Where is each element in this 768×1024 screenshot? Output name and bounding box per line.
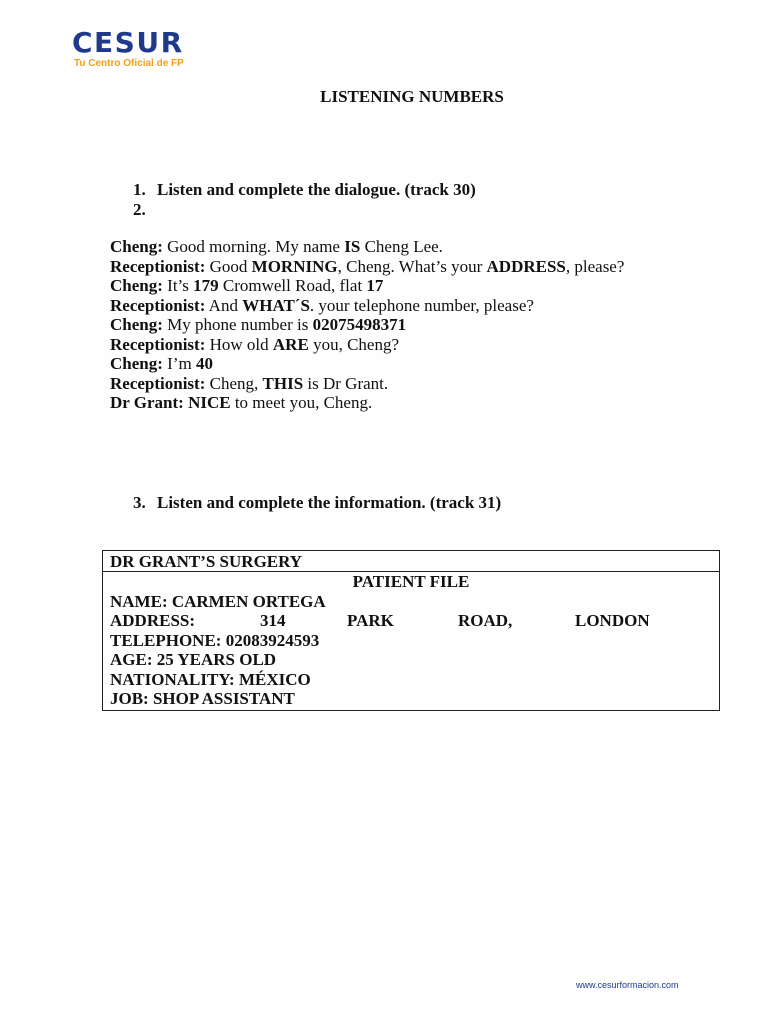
- dialogue-line: [110, 276, 624, 296]
- answer-text: 02075498371: [312, 315, 407, 334]
- dialogue-text: It’s: [162, 276, 194, 295]
- speaker-label: Cheng:: [110, 315, 163, 334]
- dialogue-text: is Dr Grant.: [303, 373, 389, 393]
- page-title: LISTENING NUMBERS: [320, 87, 504, 106]
- dialogue-text: How old: [205, 334, 273, 354]
- address-number: 314: [260, 611, 286, 630]
- question-text: Listen and complete the dialogue. (track 30): [157, 180, 476, 199]
- dialogue-text: . your telephone number, please?: [309, 295, 534, 315]
- dialogue-text: Cheng,: [205, 373, 263, 393]
- dialogue-text: I’m: [162, 354, 196, 373]
- question-3: [133, 493, 501, 513]
- answer-text: THIS: [262, 373, 304, 393]
- logo-tagline: Tu Centro Oficial de FP: [74, 58, 184, 69]
- dialogue-text: you, Cheng?: [308, 334, 399, 354]
- patient-file-heading: PATIENT FILE: [352, 572, 470, 591]
- patient-info-table: [102, 550, 720, 711]
- dialogue-line: [110, 237, 624, 257]
- footer-website: www.cesurformacion.com: [576, 980, 679, 990]
- patient-nationality: NATIONALITY: MÉXICO: [110, 669, 311, 689]
- address-city: LONDON: [575, 611, 650, 630]
- dialogue-line: [110, 315, 624, 335]
- question-text: Listen and complete the information. (track 31): [157, 493, 502, 512]
- speaker-label: Dr Grant:: [110, 393, 184, 412]
- answer-text: 40: [195, 354, 213, 373]
- question-number: 2.: [133, 200, 146, 219]
- logo-wordmark: CESUR: [72, 26, 184, 59]
- answer-text: NICE: [188, 393, 231, 412]
- patient-age: AGE: 25 YEARS OLD: [110, 650, 277, 669]
- question-number: 3.: [133, 493, 146, 512]
- speaker-label: Receptionist:: [110, 256, 206, 276]
- dialogue-line: [110, 393, 624, 413]
- patient-name: NAME: CARMEN ORTEGA: [110, 591, 326, 611]
- answer-text: 17: [366, 276, 384, 295]
- address-street: PARK: [347, 611, 394, 630]
- dialogue-text: Good: [205, 256, 252, 276]
- answer-text: ARE: [272, 334, 309, 354]
- dialogue-text: Cromwell Road, flat: [218, 276, 367, 295]
- answer-text: 179: [193, 276, 219, 295]
- dialogue-text: to meet you, Cheng.: [230, 393, 373, 412]
- answer-text: ADDRESS: [486, 256, 566, 276]
- dialogue-text: , please?: [565, 256, 625, 276]
- table-body: [103, 572, 719, 709]
- dialogue-text: Cheng Lee.: [360, 237, 443, 256]
- address-label: ADDRESS:: [110, 611, 196, 630]
- dialogue-text: And: [205, 295, 243, 315]
- dialogue-line: [110, 335, 624, 355]
- dialogue-line: [110, 354, 624, 374]
- table-header: DR GRANT’S SURGERY: [103, 551, 719, 572]
- question-number: 1.: [133, 180, 146, 199]
- dialogue-line: [110, 296, 624, 316]
- dialogue-text: Good morning. My name: [162, 237, 345, 256]
- dialogue-line: [110, 257, 624, 277]
- dialogue: [110, 237, 624, 413]
- address-road: ROAD,: [458, 611, 513, 630]
- dialogue-text: , Cheng. What’s your: [337, 256, 487, 276]
- answer-text: IS: [344, 237, 361, 256]
- dialogue-text: My phone number is: [162, 315, 313, 334]
- question-1: [133, 180, 476, 200]
- question-2: [133, 200, 157, 220]
- speaker-label: Receptionist:: [110, 373, 206, 393]
- answer-text: WHAT´S: [242, 295, 310, 315]
- answer-text: MORNING: [251, 256, 338, 276]
- cesur-logo: [72, 28, 184, 70]
- speaker-label: Receptionist:: [110, 295, 206, 315]
- patient-job: JOB: SHOP ASSISTANT: [110, 689, 295, 708]
- speaker-label: Cheng:: [110, 354, 163, 373]
- dialogue-line: [110, 374, 624, 394]
- patient-telephone: TELEPHONE: 02083924593: [110, 630, 320, 650]
- speaker-label: Cheng:: [110, 237, 163, 256]
- speaker-label: Receptionist:: [110, 334, 206, 354]
- patient-address: [110, 611, 712, 631]
- speaker-label: Cheng:: [110, 276, 163, 295]
